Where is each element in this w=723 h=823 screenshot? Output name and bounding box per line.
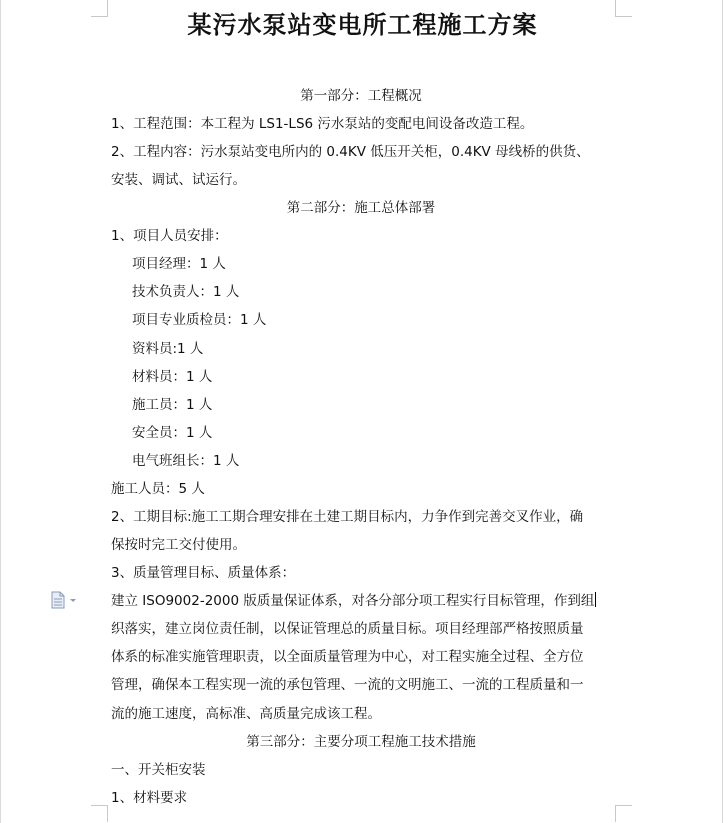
quality-paragraph-line5: 流的施工速度，高标准、高质量完成该工程。 xyxy=(111,706,381,722)
staff-item: 施工员：1 人 xyxy=(132,397,213,413)
quality-paragraph-line1-text: 建立 ISO9002-2000 版质量保证体系，对各分部分项工程实行目标管理，作到组 xyxy=(111,593,595,609)
section1-item1: 1、材料要求 xyxy=(111,790,188,806)
staff-item: 技术负责人：1 人 xyxy=(132,284,240,300)
document-options-icon[interactable] xyxy=(50,591,80,609)
staff-item: 项目专业质检员：1 人 xyxy=(132,312,267,328)
staff-item: 资料员:1 人 xyxy=(132,341,204,357)
part2-heading: 第二部分：施工总体部署 xyxy=(286,200,436,216)
content-paragraph-line1: 2、工程内容：污水泵站变电所内的 0.4KV 低压开关柜，0.4KV 母线桥的供货、 xyxy=(111,144,590,160)
document-title: 某污水泵站变电所工程施工方案 xyxy=(187,10,538,39)
text-cursor xyxy=(595,592,596,607)
staff-item: 电气班组长：1 人 xyxy=(132,453,240,469)
schedule-paragraph-line1: 2、工期目标:施工工期合理安排在土建工期目标内，力争作到完善交叉作业，确 xyxy=(111,509,584,525)
section1-heading: 一、开关柜安装 xyxy=(111,762,206,778)
margin-corner-bottom-left xyxy=(91,805,108,822)
part3-heading: 第三部分：主要分项工程施工技术措施 xyxy=(246,734,476,750)
quality-paragraph-line3: 体系的标准实施管理职责，以全面质量管理为中心，对工程实施全过程、全方位 xyxy=(111,649,584,665)
schedule-paragraph-line2: 保按时完工交付使用。 xyxy=(111,537,246,553)
staff-item: 材料员：1 人 xyxy=(132,369,213,385)
margin-corner-bottom-right xyxy=(615,805,632,822)
content-paragraph-line2: 安装、调试、试运行。 xyxy=(111,172,246,188)
quality-heading: 3、质量管理目标、质量体系： xyxy=(111,565,296,581)
staff-heading: 1、项目人员安排： xyxy=(111,228,228,244)
quality-paragraph-line1 xyxy=(111,590,611,612)
part1-heading: 第一部分：工程概况 xyxy=(300,88,422,104)
quality-paragraph-line2: 织落实，建立岗位责任制，以保证管理总的质量目标。项目经理部严格按照质量 xyxy=(111,621,584,637)
staff-item: 项目经理：1 人 xyxy=(132,256,226,272)
quality-paragraph-line4: 管理，确保本工程实现一流的承包管理、一流的文明施工、一流的工程质量和一 xyxy=(111,677,584,693)
scope-paragraph: 1、工程范围：本工程为 LS1-LS6 污水泵站的变配电间设备改造工程。 xyxy=(111,116,534,132)
workers-count: 施工人员：5 人 xyxy=(111,481,205,497)
staff-item: 安全员：1 人 xyxy=(132,425,213,441)
